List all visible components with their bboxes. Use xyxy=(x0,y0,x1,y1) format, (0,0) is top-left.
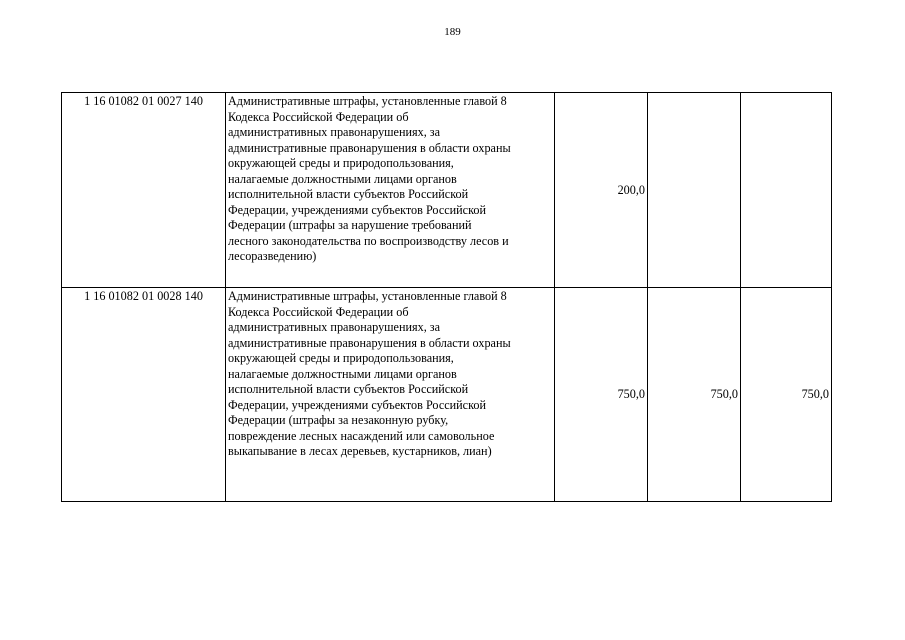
amount-year-3 xyxy=(741,93,832,288)
amount-year-2 xyxy=(648,93,741,288)
amount-year-3: 750,0 xyxy=(741,288,832,502)
amount-year-1: 200,0 xyxy=(555,93,648,288)
description-line: лесоразведению) xyxy=(228,249,317,263)
description-line: административных правонарушениях, за xyxy=(228,125,441,139)
description-line: Административные штрафы, установленные главой 8 xyxy=(228,94,507,108)
budget-table xyxy=(61,92,832,502)
classification-code: 1 16 01082 01 0028 140 xyxy=(62,288,226,502)
revenue-description xyxy=(226,93,555,288)
description-line: лесного законодательства по воспроизводству лесов и xyxy=(228,233,509,248)
page-number: 189 xyxy=(444,26,461,38)
description-line: административные правонарушения в области охраны xyxy=(228,140,511,155)
classification-code: 1 16 01082 01 0027 140 xyxy=(62,93,226,288)
description-line: налагаемые должностными лицами органов xyxy=(228,366,457,381)
amount-year-1: 750,0 xyxy=(555,288,648,502)
revenue-description xyxy=(226,288,555,502)
table-row xyxy=(62,288,832,502)
table-row xyxy=(62,93,832,288)
description-line: окружающей среды и природопользования, xyxy=(228,156,454,170)
description-line: Кодекса Российской Федерации об xyxy=(228,304,409,319)
description-line: исполнительной власти субъектов Российской xyxy=(228,187,469,201)
description-line: исполнительной власти субъектов Российской xyxy=(228,382,469,396)
description-line: Федерации, учреждениями субъектов Российской xyxy=(228,202,487,217)
description-line: Федерации (штрафы за незаконную рубку, xyxy=(228,413,449,427)
description-line: окружающей среды и природопользования, xyxy=(228,351,454,365)
description-line: Кодекса Российской Федерации об xyxy=(228,109,409,124)
description-line: административных правонарушениях, за xyxy=(228,320,441,334)
description-line: административные правонарушения в области охраны xyxy=(228,335,511,350)
description-line: выкапывание в лесах деревьев, кустарников, лиан) xyxy=(228,444,492,458)
description-line: повреждение лесных насаждений или самовольное xyxy=(228,428,495,443)
description-line: Федерации, учреждениями субъектов Российской xyxy=(228,397,487,412)
description-line: Федерации (штрафы за нарушение требований xyxy=(228,218,472,232)
description-line: Административные штрафы, установленные главой 8 xyxy=(228,289,507,303)
description-line: налагаемые должностными лицами органов xyxy=(228,171,457,186)
amount-year-2: 750,0 xyxy=(648,288,741,502)
